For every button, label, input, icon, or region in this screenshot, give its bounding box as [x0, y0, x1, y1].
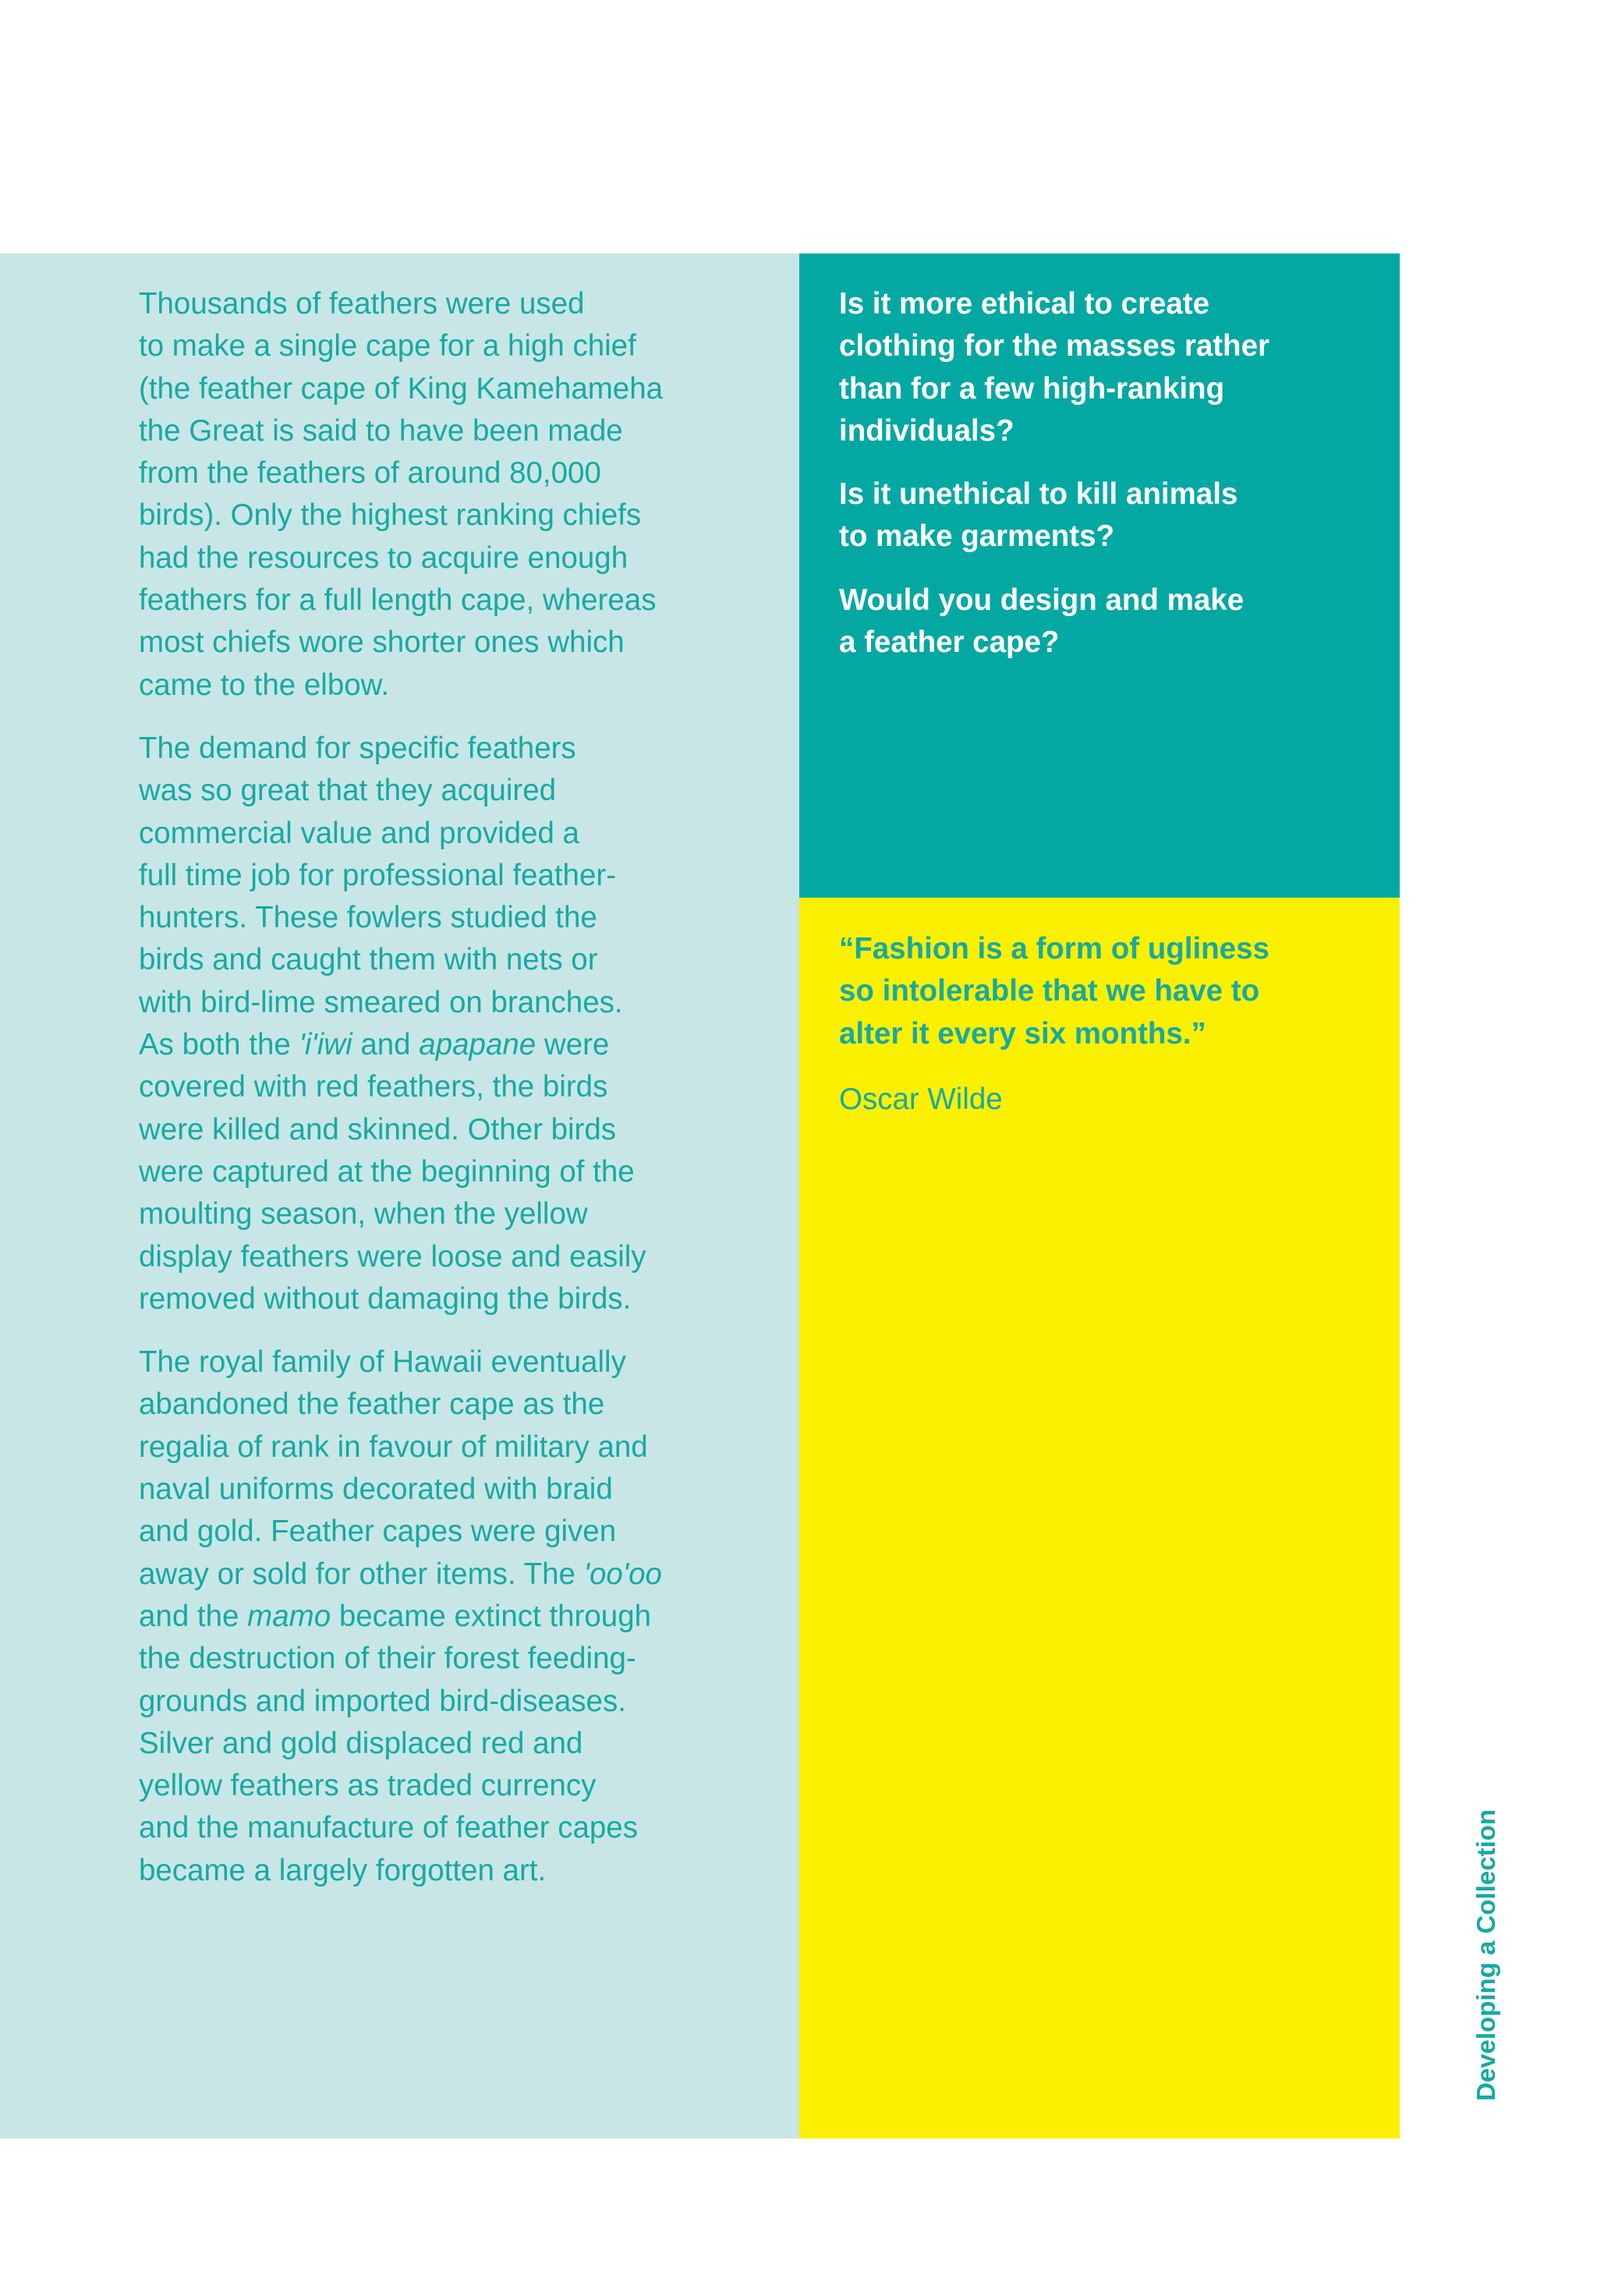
question-line: to make garments? [839, 519, 1115, 554]
body-paragraph [139, 728, 731, 1320]
body-line [139, 728, 731, 770]
body-text-segment: birds). Only the highest ranking chiefs [139, 498, 642, 533]
body-text-segment: to make a single cape for a high chief [139, 329, 636, 363]
quote-line: alter it every six months.” [839, 1016, 1206, 1051]
body-line [139, 855, 731, 897]
body-line [139, 1554, 731, 1596]
body-line [139, 939, 731, 981]
question-line: a feather cape? [839, 625, 1060, 660]
question-line: individuals? [839, 413, 1015, 448]
body-text-segment: grounds and imported bird-diseases. [139, 1684, 626, 1718]
body-text-segment: covered with red feathers, the birds [139, 1070, 608, 1104]
body-text-segment: yellow feathers as traded currency [139, 1769, 597, 1803]
body-text-segment: and gold. Feather capes were given [139, 1515, 617, 1549]
body-line [139, 494, 731, 537]
body-line [139, 1681, 731, 1723]
quote-line: so intolerable that we have to [839, 974, 1260, 1008]
body-line [139, 537, 731, 579]
body-line [139, 813, 731, 855]
body-line [139, 982, 731, 1024]
body-text-segment: Silver and gold displaced red and [139, 1726, 583, 1760]
body-line [139, 283, 731, 325]
body-text-segment: (the feather cape of King Kamehameha [139, 371, 664, 406]
body-text-segment: removed without damaging the birds. [139, 1281, 632, 1316]
body-line [139, 770, 731, 812]
body-line [139, 368, 731, 410]
bird-name-italic: apapane [419, 1028, 536, 1062]
body-line [139, 1723, 731, 1765]
body-text-segment: was so great that they acquired [139, 774, 557, 808]
question-line: clothing for the masses rather [839, 329, 1269, 363]
body-text-segment: As both the [139, 1028, 299, 1062]
body-text-segment: away or sold for other items. The [139, 1557, 584, 1591]
body-text-segment: display feathers were loose and easily [139, 1239, 646, 1274]
body-line [139, 1638, 731, 1680]
body-text-segment: had the resources to acquire enough [139, 540, 629, 575]
body-line [139, 664, 731, 707]
body-line [139, 1066, 731, 1108]
question-line: than for a few high-ranking [839, 371, 1225, 406]
body-line [139, 1807, 731, 1849]
body-line [139, 579, 731, 622]
body-text-segment: hunters. These fowlers studied the [139, 901, 597, 935]
body-text-segment: The royal family of Hawaii eventually [139, 1345, 626, 1380]
body-text-segment: were killed and skinned. Other birds [139, 1112, 617, 1146]
body-text-segment: full time job for professional feather- [139, 858, 617, 892]
body-line [139, 1384, 731, 1426]
body-text-segment: and the manufacture of feather capes [139, 1811, 638, 1845]
body-text-segment: abandoned the feather cape as the [139, 1387, 605, 1422]
body-text-segment: feathers for a full length cape, whereas [139, 583, 657, 618]
pull-quote [839, 928, 1385, 1055]
bird-name-italic: mamo [247, 1599, 331, 1633]
body-text-segment: commercial value and provided a [139, 816, 579, 850]
body-paragraph [139, 1341, 731, 1892]
question [839, 283, 1385, 452]
body-line [139, 1024, 731, 1066]
body-line [139, 1765, 731, 1807]
question [839, 579, 1385, 664]
body-text-segment: moulting season, when the yellow [139, 1197, 588, 1231]
body-line [139, 1850, 731, 1892]
running-head-label: Developing a Collection [1471, 1809, 1500, 2101]
body-text [139, 283, 731, 1913]
body-line [139, 325, 731, 367]
body-line [139, 452, 731, 494]
question [839, 473, 1385, 558]
bird-name-italic: 'i'iwi [299, 1028, 352, 1062]
body-line [139, 410, 731, 452]
body-text-segment: and the [139, 1599, 248, 1633]
question-line: Would you design and make [839, 583, 1245, 617]
body-text-segment: were captured at the beginning of the [139, 1154, 635, 1189]
body-line [139, 1341, 731, 1384]
body-text-segment: birds and caught them with nets or [139, 943, 598, 977]
body-text-segment: most chiefs wore shorter ones which [139, 625, 625, 660]
body-line [139, 1511, 731, 1553]
body-line [139, 1151, 731, 1193]
body-text-segment: Thousands of feathers were used [139, 287, 585, 321]
body-text-segment: became extinct through [331, 1599, 652, 1633]
running-head [1472, 1781, 1503, 2101]
body-line [139, 1426, 731, 1469]
body-text-segment: came to the elbow. [139, 668, 390, 702]
body-line [139, 1596, 731, 1638]
quote-line: “Fashion is a form of ugliness [839, 932, 1269, 966]
body-text-segment: the destruction of their forest feeding- [139, 1642, 636, 1676]
question-line: Is it more ethical to create [839, 287, 1210, 321]
quote-author: Oscar Wilde [839, 1082, 1003, 1116]
body-text-segment: with bird-lime smeared on branches. [139, 985, 623, 1019]
body-text-segment: naval uniforms decorated with braid [139, 1472, 613, 1507]
body-text-segment: the Great is said to have been made [139, 413, 623, 448]
body-text-segment: became a largely forgotten art. [139, 1853, 547, 1887]
body-line [139, 1469, 731, 1511]
body-text-segment: from the feathers of around 80,000 [139, 456, 601, 491]
discussion-questions [839, 283, 1385, 685]
body-line [139, 1236, 731, 1278]
body-text-segment: regalia of rank in favour of military and [139, 1430, 648, 1464]
body-paragraph [139, 283, 731, 707]
body-line [139, 1109, 731, 1151]
body-line [139, 897, 731, 939]
body-line [139, 1278, 731, 1320]
body-text-segment: and [352, 1028, 420, 1062]
body-text-segment: were [536, 1028, 610, 1062]
body-line [139, 1193, 731, 1235]
question-line: Is it unethical to kill animals [839, 477, 1238, 512]
body-line [139, 622, 731, 664]
bird-name-italic: 'oo'oo [583, 1557, 662, 1591]
body-text-segment: The demand for specific feathers [139, 731, 576, 765]
